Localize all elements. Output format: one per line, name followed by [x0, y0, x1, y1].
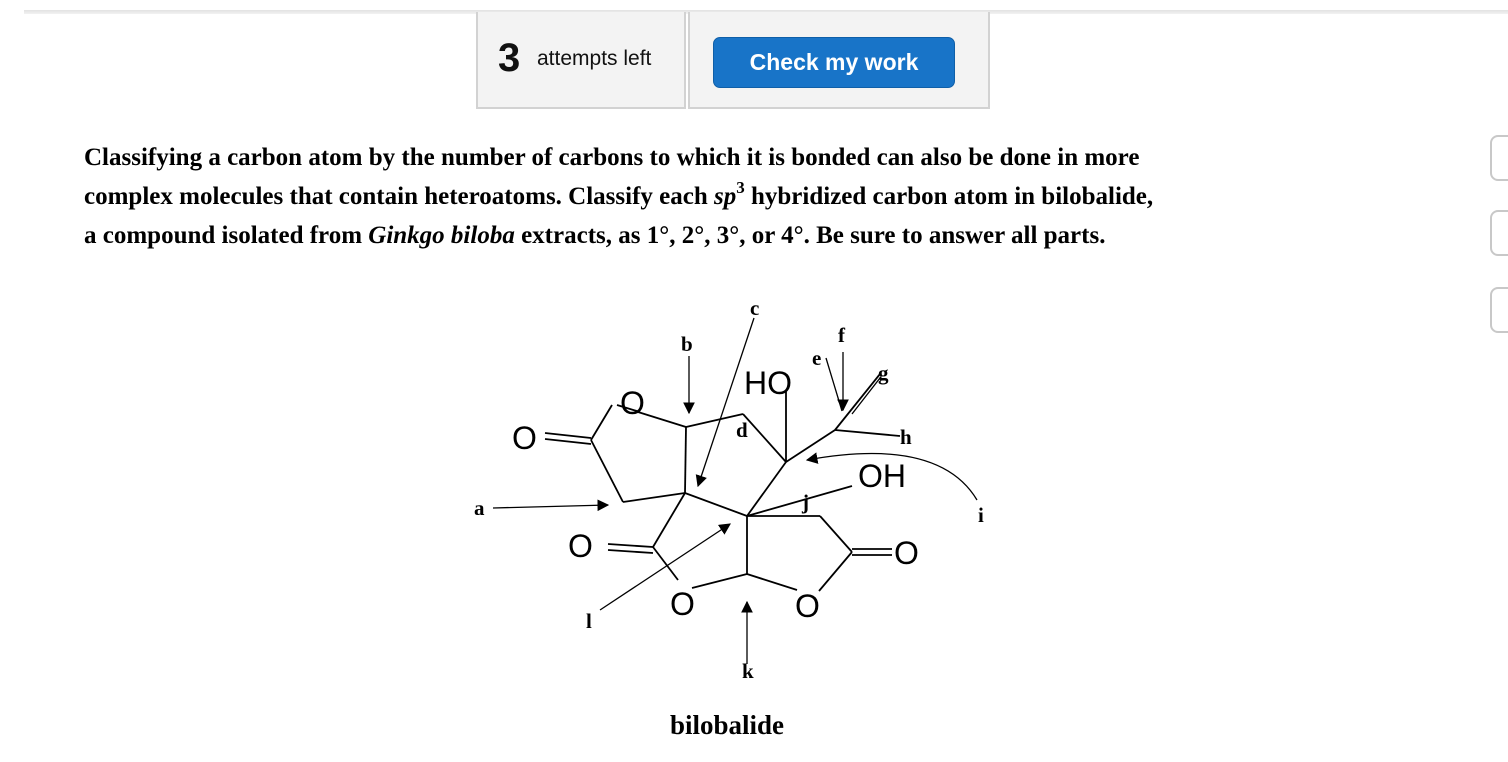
label-f: f: [838, 323, 845, 347]
bond: [743, 414, 786, 462]
question-line-3-end: extracts, as 1°, 2°, 3°, or 4°. Be sure to answer all parts.: [514, 222, 1106, 249]
atom-o-carbonyl3: O: [894, 535, 919, 571]
bond: [638, 412, 686, 427]
atom-o-ring2: O: [670, 586, 695, 622]
arrow-l: [600, 524, 730, 610]
label-k: k: [742, 659, 754, 683]
bond: [591, 440, 623, 502]
hybridization-term: sp: [714, 183, 737, 210]
question-line-3: [84, 216, 1414, 255]
question-line-2-start: complex molecules that contain heteroatoms. Classify each: [84, 183, 715, 210]
label-h: h: [900, 425, 912, 449]
species-name: Ginkgo biloba: [368, 222, 515, 249]
label-c: c: [750, 296, 760, 320]
label-j: j: [802, 490, 809, 514]
bond: [692, 574, 747, 588]
bond: [653, 547, 678, 580]
atom-o-carbonyl2: O: [568, 528, 593, 564]
attempts-panel: [476, 12, 686, 109]
bond: [623, 493, 685, 502]
side-tab-1[interactable]: [1490, 135, 1508, 181]
question-line-2: [84, 177, 1414, 216]
arrow-a: [493, 505, 608, 508]
bond: [835, 374, 880, 430]
label-d: d: [736, 418, 748, 442]
side-tab-2[interactable]: [1490, 210, 1508, 256]
atom-oh: OH: [858, 458, 906, 494]
question-line-2-end: hybridized carbon atom in bilobalide,: [744, 183, 1154, 210]
bond: [747, 486, 852, 516]
question-text: [84, 138, 1414, 255]
atom-o-carbonyl1: O: [512, 420, 537, 456]
check-my-work-button[interactable]: Check my work: [713, 37, 955, 88]
bond: [608, 544, 653, 547]
compound-name: bilobalide: [670, 710, 785, 740]
label-b: b: [681, 332, 693, 356]
bond: [686, 414, 743, 427]
arrow-c: [698, 318, 754, 486]
bond: [835, 430, 900, 436]
bond: [685, 427, 686, 493]
bond: [608, 550, 653, 553]
arrow-g: [852, 378, 880, 414]
check-work-panel: [688, 12, 990, 109]
atom-labels: [512, 365, 919, 624]
arrow-e: [826, 358, 842, 411]
bond: [819, 552, 852, 591]
bond: [545, 439, 591, 444]
label-e: e: [812, 346, 822, 370]
side-tab-3[interactable]: [1490, 287, 1508, 333]
attempts-label: attempts left: [537, 47, 652, 70]
label-l: l: [586, 609, 592, 633]
label-a: a: [474, 496, 485, 520]
atom-o-ring3: O: [795, 588, 820, 624]
bond: [747, 574, 797, 590]
bilobalide-structure: [460, 290, 1000, 690]
bond: [820, 516, 852, 552]
atom-ho: HO: [744, 365, 792, 401]
bond: [653, 493, 685, 547]
bond: [545, 433, 591, 438]
attempts-count: 3: [498, 36, 521, 80]
skeleton-bonds: [545, 374, 900, 591]
atom-o-ring1: O: [620, 385, 645, 421]
question-line-1: Classifying a carbon atom by the number of carbons to which it is bonded can also be done in more: [84, 144, 1140, 171]
position-labels: [474, 296, 984, 683]
question-line-3-start: a compound isolated from: [84, 222, 369, 249]
bond: [591, 405, 612, 440]
label-i: i: [978, 503, 984, 527]
bond: [747, 462, 786, 516]
hybridization-superscript: 3: [736, 177, 745, 197]
bond: [685, 493, 747, 516]
label-g: g: [878, 361, 889, 385]
